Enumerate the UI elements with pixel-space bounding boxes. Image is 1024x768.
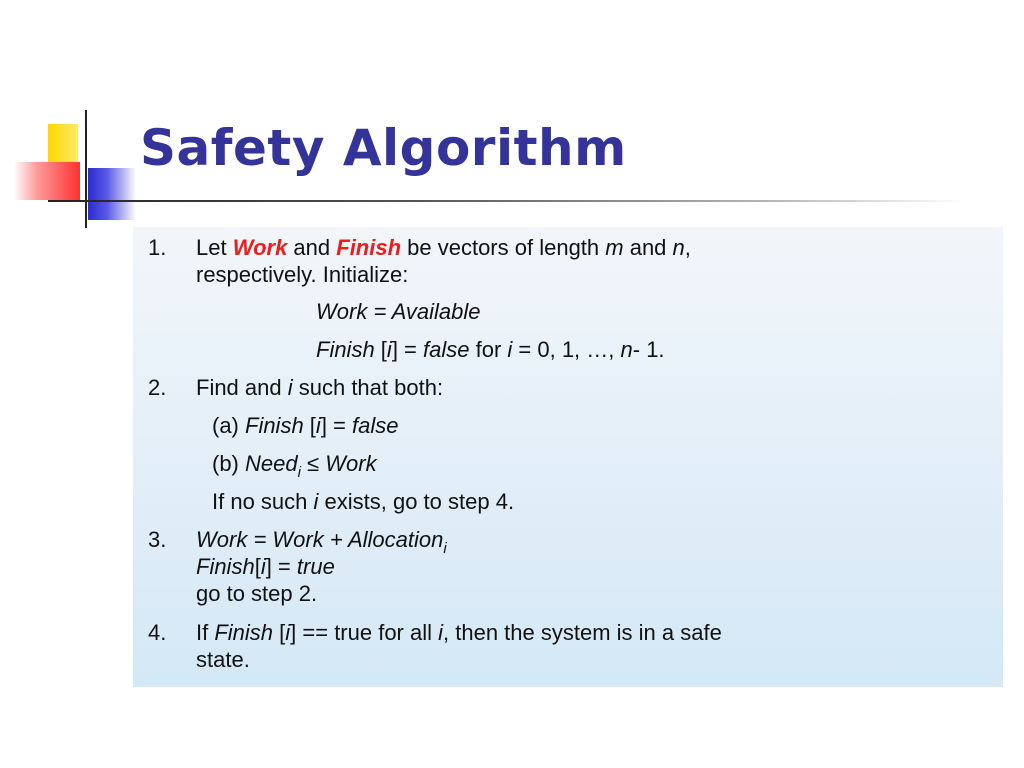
- step-2-line-1: Find and i such that both:: [196, 375, 444, 400]
- title-underline: [48, 200, 968, 202]
- step-3-line-1: Work = Work + Allocation$_i$: [196, 527, 447, 557]
- step-4-line-1: If Finish [i] == true for all i, then the system is in a safe: [196, 620, 722, 645]
- decor-red-square: [14, 162, 80, 200]
- step-1-line-1: Let Work and Finish be vectors of length m and n,: [196, 235, 691, 260]
- step-number: 2.: [148, 375, 167, 400]
- decor-vertical-line: [85, 110, 87, 228]
- step-1-line-2: respectively. Initialize:: [196, 262, 409, 287]
- step-2-fallback: If no such i exists, go to step 4.: [212, 489, 515, 514]
- slide-title: Safety Algorithm: [140, 119, 627, 177]
- decor-blue-square: [88, 168, 136, 220]
- step-number: 4.: [148, 620, 167, 645]
- step-number: 3.: [148, 527, 167, 552]
- step-3-line-3: go to step 2.: [196, 581, 318, 606]
- decor-yellow-square: [48, 124, 78, 162]
- step-number: 1.: [148, 235, 167, 260]
- step-4-line-2: state.: [196, 647, 250, 672]
- step-2-condition-b: (b) Need$_i$ ≤ Work: [212, 451, 377, 481]
- step-1-init-work: Work = Available: [316, 299, 481, 324]
- step-3-line-2: Finish[i] = true: [196, 554, 335, 579]
- step-2-condition-a: (a) Finish [i] = false: [212, 413, 399, 438]
- step-1-init-finish: Finish [i] = false for i = 0, 1, …, n- 1.: [316, 337, 665, 362]
